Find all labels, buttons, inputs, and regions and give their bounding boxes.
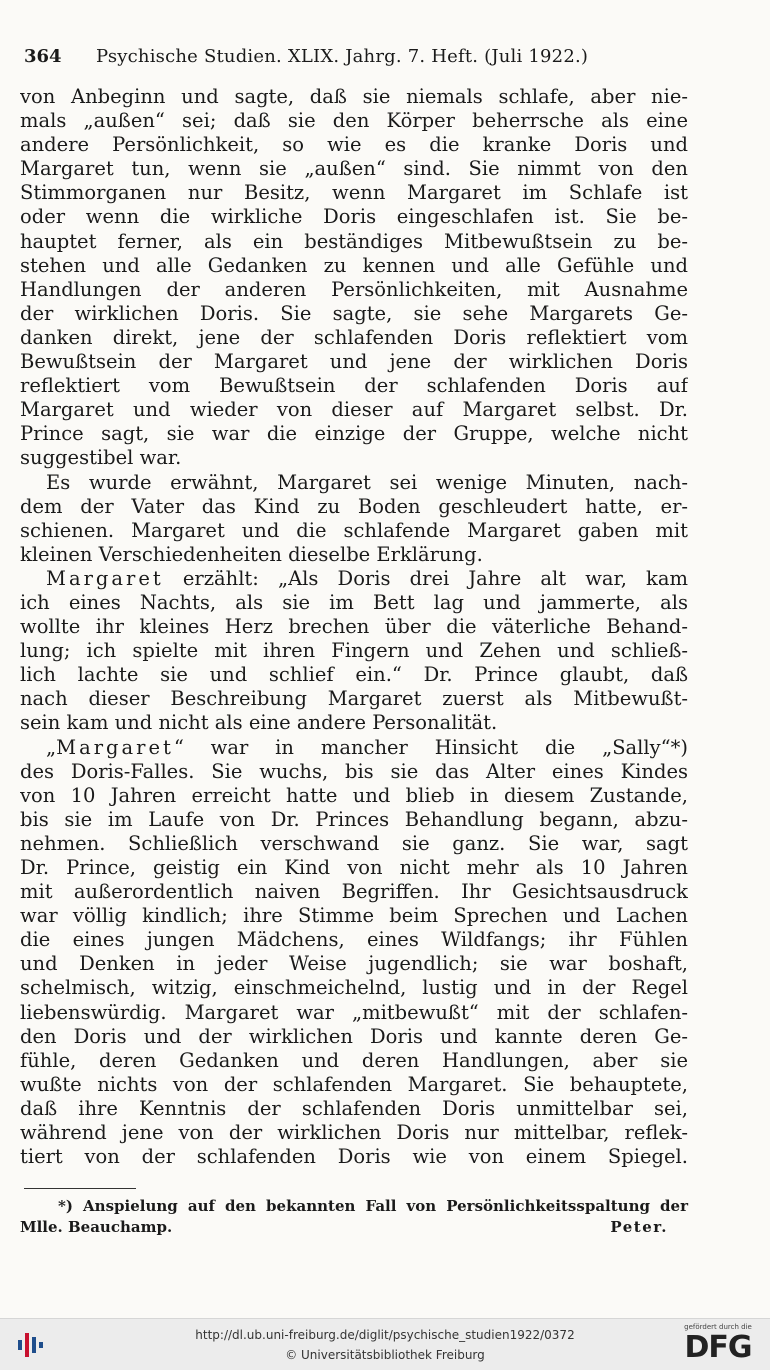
text-line: Es wurde erwähnt, Margaret sei wenige Minuten, nach-	[46, 470, 688, 494]
footnote	[20, 1196, 688, 1238]
text-line: Margaret und wieder von dieser auf Margaret selbst. Dr.	[20, 398, 688, 422]
text-line: von 10 Jahren erreicht hatte und blieb in diesem Zustande,	[20, 783, 688, 807]
body-text	[20, 85, 688, 1169]
text-line: schienen. Margaret und die schlafende Margaret gaben mit	[20, 518, 688, 542]
footnote-line: *) Anspielung auf den bekannten Fall von Persönlichkeitsspaltung der	[58, 1197, 688, 1215]
text-line: stehen und alle Gedanken zu kennen und alle Gefühle und	[20, 253, 688, 277]
text-line: lich lachte sie und schlief ein.“ Dr. Prince glaubt, daß	[20, 663, 688, 687]
text-line: daß ihre Kenntnis der schlafenden Doris unmittelbar sei,	[20, 1096, 688, 1120]
text-line: mals „außen“ sei; daß sie den Körper beherrsche als eine	[20, 109, 688, 133]
text-line: tiert von der schlafenden Doris wie von einem Spiegel.	[20, 1145, 688, 1169]
text-line: kleinen Verschiedenheiten dieselbe Erklärung.	[20, 542, 483, 566]
text-line: Prince sagt, sie war die einzige der Gruppe, welche nicht	[20, 422, 688, 446]
text-fragment: “ war in mancher Hinsicht die „Sally“*)	[173, 735, 688, 759]
text-fragment: „	[46, 735, 57, 759]
text-line: dem der Vater das Kind zu Boden geschleudert hatte, er-	[20, 494, 688, 518]
text-line: wußte nichts von der schlafenden Margaret. Sie behauptete,	[20, 1072, 688, 1096]
text-line: sein kam und nicht als eine andere Personalität.	[20, 711, 498, 735]
text-line: die eines jungen Mädchens, eines Wildfangs; ihr Fühlen	[20, 928, 688, 952]
dfg-logo	[676, 1323, 760, 1367]
text-line: nehmen. Schließlich verschwand sie ganz. Sie war, sagt	[20, 831, 688, 855]
text-line: ich eines Nachts, als sie im Bett lag und jammerte, als	[20, 590, 688, 614]
text-fragment: erzählt: „Als Doris drei Jahre alt war, kam	[163, 566, 688, 590]
text-line: war völlig kindlich; ihre Stimme beim Sprechen und Lachen	[20, 904, 688, 928]
text-line: oder wenn die wirkliche Doris eingeschlafen ist. Sie be-	[20, 205, 688, 229]
text-line: Dr. Prince, geistig ein Kind von nicht mehr als 10 Jahren	[20, 856, 688, 879]
text-line-spaced	[20, 567, 688, 591]
text-line: den Doris und der wirklichen Doris und kannte deren Ge-	[20, 1024, 688, 1048]
text-line: liebenswürdig. Margaret war „mitbewußt“ mit der schlafen-	[20, 1000, 688, 1024]
viewer-footer-bar	[0, 1318, 770, 1370]
footnote-signature: Peter.	[610, 1218, 668, 1236]
text-line: während jene von der wirklichen Doris nur mittelbar, reflek-	[20, 1121, 688, 1145]
text-line: lung; ich spielte mit ihren Fingern und Zehen und schließ-	[20, 639, 688, 663]
text-line: hauptet ferner, als ein beständiges Mitbewußtsein zu be-	[20, 229, 688, 253]
text-line: mit außerordentlich naiven Begriffen. Ihr Gesichtsausdruck	[20, 880, 688, 904]
text-line: des Doris-Falles. Sie wuchs, bis sie das Alter eines Kindes	[20, 759, 688, 783]
footnote-line	[20, 1217, 688, 1238]
text-line: Margaret tun, wenn sie „außen“ sind. Sie nimmt von den	[20, 157, 688, 181]
text-line: andere Persönlichkeit, so wie es die kranke Doris und	[20, 133, 688, 157]
source-url-link[interactable]: http://dl.ub.uni-freiburg.de/diglit/psychische_studien1922/0372	[195, 1328, 575, 1342]
running-title: Psychische Studien. XLIX. Jahrg. 7. Heft. (Juli 1922.)	[96, 46, 589, 67]
page-number: 364	[24, 46, 62, 67]
text-line: schelmisch, witzig, einschmeichelnd, lustig und in der Regel	[20, 976, 688, 1000]
text-line: bis sie im Laufe von Dr. Princes Behandlung begann, abzu-	[20, 807, 688, 831]
text-line: nach dieser Beschreibung Margaret zuerst als Mitbewußt-	[20, 687, 688, 711]
footnote-text: Mlle. Beauchamp.	[20, 1218, 173, 1236]
spaced-name: Margaret	[56, 735, 174, 759]
text-line: suggestibel war.	[20, 446, 182, 470]
copyright-text: © Universitätsbibliothek Freiburg	[285, 1348, 485, 1362]
text-line: Handlungen der anderen Persönlichkeiten, mit Ausnahme	[20, 277, 688, 301]
text-line: danken direkt, jene der schlafenden Doris reflektiert vom	[20, 325, 688, 349]
text-line: der wirklichen Doris. Sie sagte, sie sehe Margarets Ge-	[20, 301, 688, 325]
dfg-wordmark: DFG	[684, 1330, 752, 1365]
page-header	[24, 46, 684, 76]
dfg-caption: gefördert durch die	[684, 1323, 752, 1331]
text-line: von Anbeginn und sagte, daß sie niemals schlafe, aber nie-	[20, 85, 688, 108]
text-line: wollte ihr kleines Herz brechen über die väterliche Behand-	[20, 615, 688, 639]
text-line: reflektiert vom Bewußtsein der schlafenden Doris auf	[20, 374, 688, 398]
footnote-rule	[24, 1188, 136, 1189]
text-line: fühle, deren Gedanken und deren Handlungen, aber sie	[20, 1048, 688, 1072]
text-line-spaced	[20, 736, 688, 760]
text-line: Bewußtsein der Margaret und jene der wirklichen Doris	[20, 350, 688, 374]
text-line: und Denken in jeder Weise jugendlich; sie war boshaft,	[20, 952, 688, 976]
spaced-name: Margaret	[46, 566, 164, 590]
text-line: Stimmorganen nur Besitz, wenn Margaret im Schlafe ist	[20, 181, 688, 205]
